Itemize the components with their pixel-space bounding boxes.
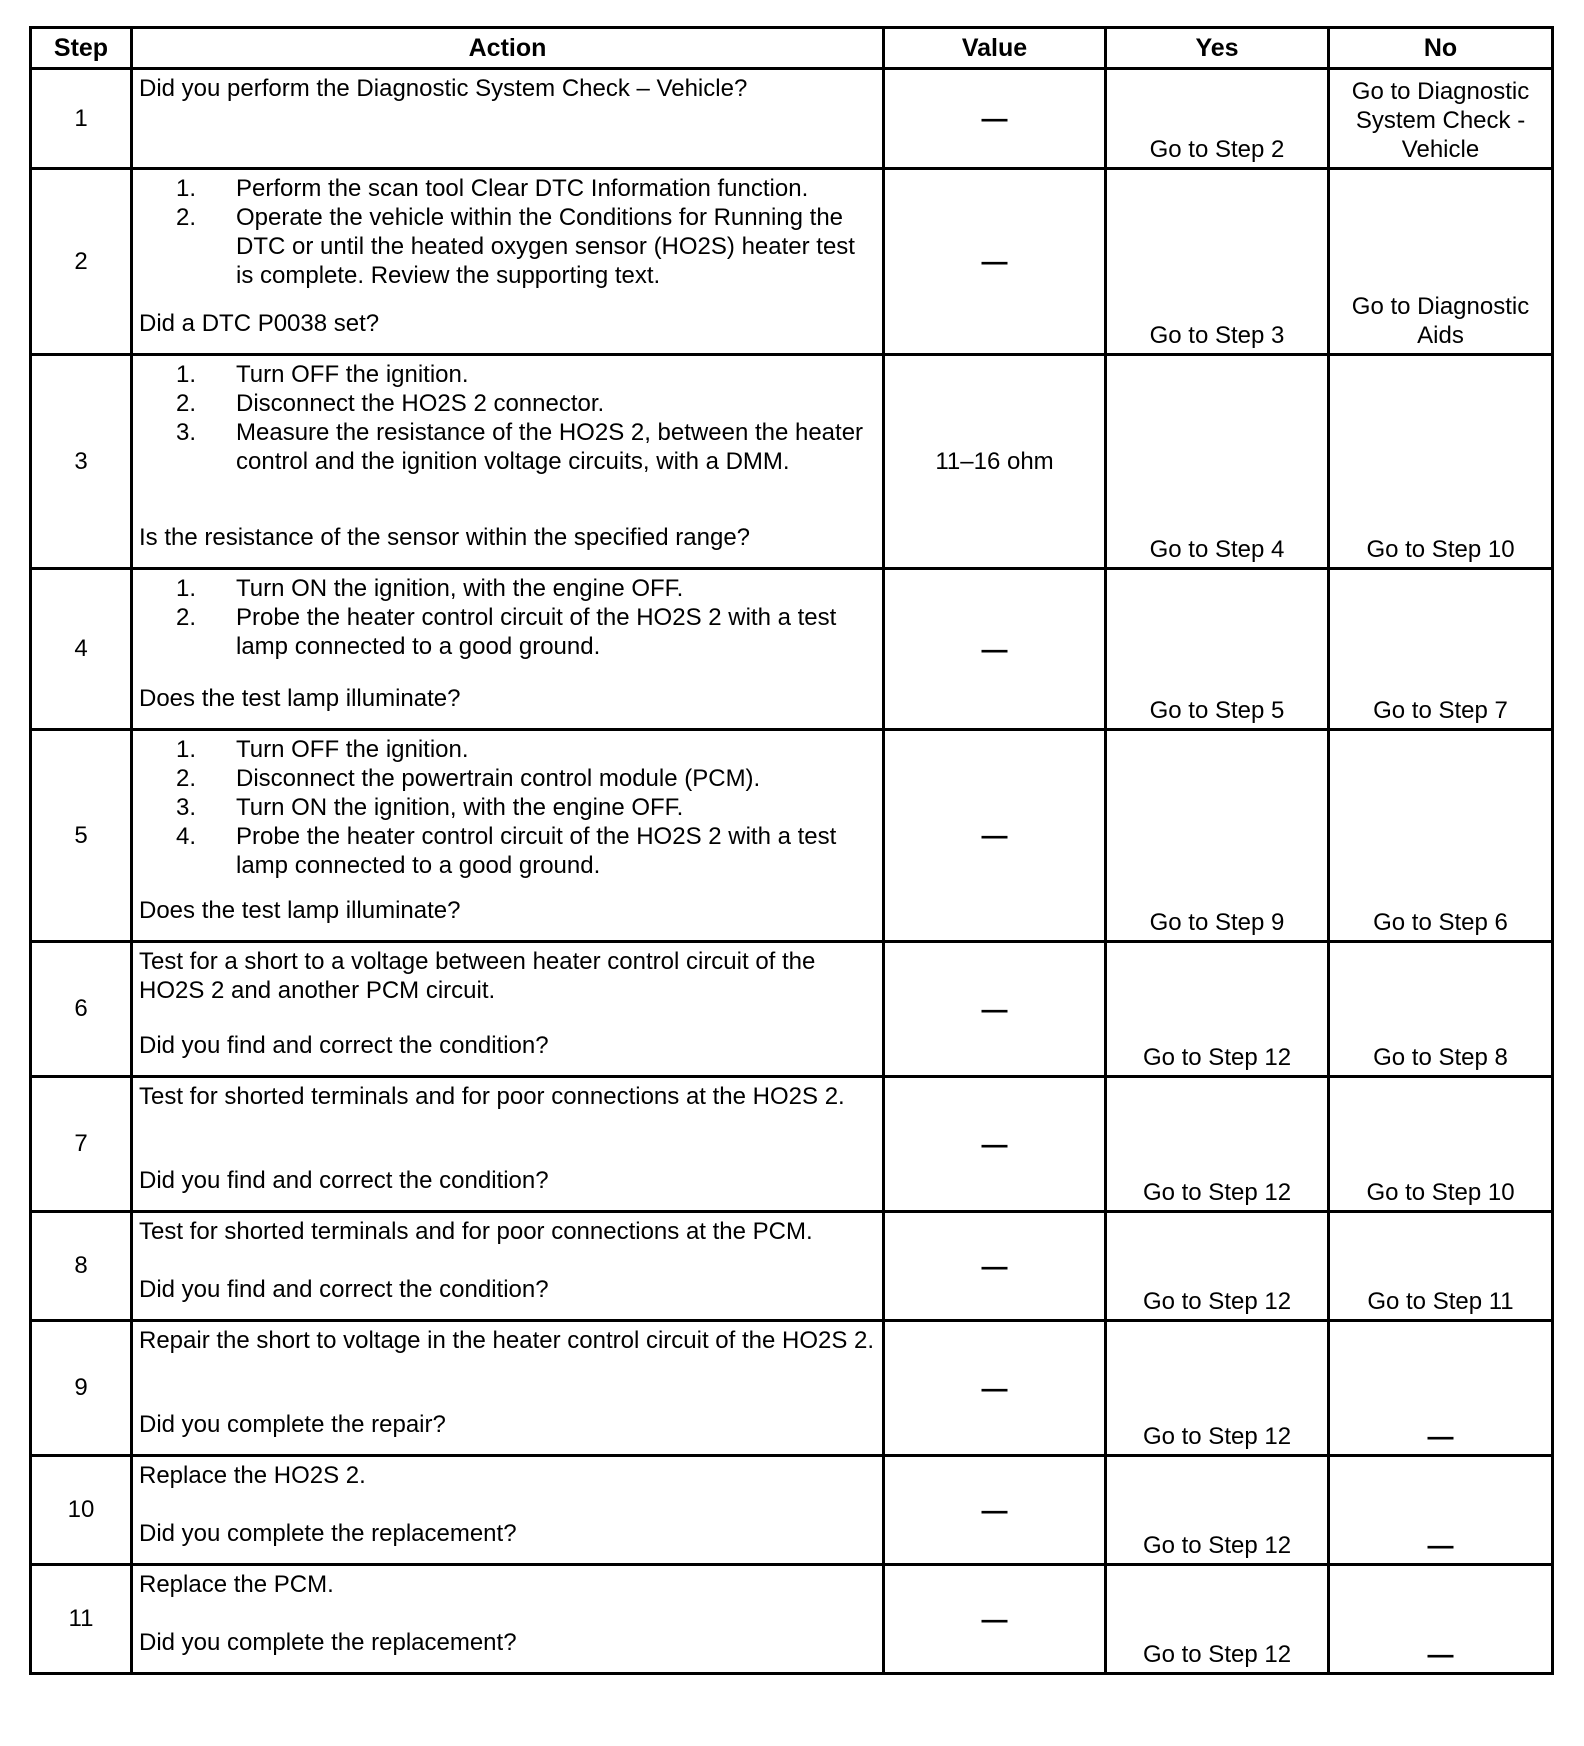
procedure-item <box>139 735 878 764</box>
action-text: Did you perform the Diagnostic System Check – Vehicle? <box>139 75 748 102</box>
procedure-item-number: 1. <box>175 575 196 602</box>
question-text: Did a DTC P0038 set? <box>139 310 380 337</box>
procedure-item-text: Disconnect the powertrain control module (PCM). <box>236 765 761 792</box>
no-cell: Go to Step 7 <box>1329 569 1553 730</box>
value-cell: 11–16 ohm <box>884 355 1106 569</box>
procedure-item <box>139 389 878 418</box>
procedure-item-text: Measure the resistance of the HO2S 2, between the heater control and the ignition voltage circuits, with a DMM. <box>236 419 864 475</box>
action-cell <box>132 69 884 169</box>
no-cell: Go to Step 6 <box>1329 730 1553 942</box>
yes-cell: Go to Step 2 <box>1106 69 1329 169</box>
procedure-list <box>139 735 878 880</box>
no-cell: — <box>1329 1565 1553 1674</box>
no-header: No <box>1329 28 1553 69</box>
value-cell: — <box>884 1456 1106 1565</box>
question-text: Does the test lamp illuminate? <box>139 685 461 712</box>
table-row <box>31 1456 1553 1565</box>
procedure-item <box>139 603 878 661</box>
table-row <box>31 569 1553 730</box>
table-row <box>31 169 1553 355</box>
table-row <box>31 1321 1553 1456</box>
procedure-list <box>139 574 878 661</box>
procedure-item-number: 2. <box>175 604 196 631</box>
action-header: Action <box>132 28 884 69</box>
yes-cell: Go to Step 3 <box>1106 169 1329 355</box>
value-cell: — <box>884 1077 1106 1212</box>
yes-cell: Go to Step 12 <box>1106 1321 1329 1456</box>
step-number: 4 <box>31 569 132 730</box>
action-cell <box>132 730 884 942</box>
step-number: 11 <box>31 1565 132 1674</box>
table-row <box>31 942 1553 1077</box>
yes-cell: Go to Step 12 <box>1106 1212 1329 1321</box>
question-text: Did you find and correct the condition? <box>139 1032 549 1059</box>
table-row <box>31 355 1553 569</box>
table-row <box>31 69 1553 169</box>
question-text: Did you complete the replacement? <box>139 1629 517 1656</box>
procedure-item-text: Turn ON the ignition, with the engine OFF. <box>236 575 684 602</box>
step-number: 2 <box>31 169 132 355</box>
value-cell: — <box>884 69 1106 169</box>
step-number: 5 <box>31 730 132 942</box>
step-number: 3 <box>31 355 132 569</box>
diagnostic-table <box>29 26 1554 1675</box>
yes-cell: Go to Step 12 <box>1106 942 1329 1077</box>
procedure-item-number: 1. <box>175 361 196 388</box>
procedure-item-text: Probe the heater control circuit of the HO2S 2 with a test lamp connected to a good ground. <box>236 604 837 660</box>
action-text: Replace the HO2S 2. <box>139 1462 366 1489</box>
procedure-item-text: Disconnect the HO2S 2 connector. <box>236 390 605 417</box>
procedure-item-number: 4. <box>175 823 196 850</box>
question-text: Does the test lamp illuminate? <box>139 897 461 924</box>
value-cell: — <box>884 1321 1106 1456</box>
step-number: 7 <box>31 1077 132 1212</box>
step-number: 6 <box>31 942 132 1077</box>
no-cell: Go to Diagnostic Aids <box>1329 169 1553 355</box>
procedure-item-number: 3. <box>175 794 196 821</box>
procedure-item-text: Probe the heater control circuit of the HO2S 2 with a test lamp connected to a good ground. <box>236 823 837 879</box>
no-cell: Go to Step 10 <box>1329 1077 1553 1212</box>
question-text: Did you find and correct the condition? <box>139 1167 549 1194</box>
action-cell <box>132 169 884 355</box>
action-text: Test for shorted terminals and for poor connections at the PCM. <box>139 1218 813 1245</box>
procedure-item-number: 1. <box>175 736 196 763</box>
action-cell <box>132 1565 884 1674</box>
procedure-item <box>139 574 878 603</box>
procedure-list <box>139 174 878 290</box>
procedure-item-text: Turn ON the ignition, with the engine OFF. <box>236 794 684 821</box>
action-text: Test for a short to a voltage between heater control circuit of the HO2S 2 and another PCM circuit. <box>139 948 816 1004</box>
step-number: 10 <box>31 1456 132 1565</box>
procedure-list <box>139 360 878 476</box>
question-text: Is the resistance of the sensor within the specified range? <box>139 524 751 551</box>
procedure-item <box>139 360 878 389</box>
yes-cell: Go to Step 5 <box>1106 569 1329 730</box>
procedure-item <box>139 418 878 476</box>
action-cell <box>132 569 884 730</box>
yes-cell: Go to Step 12 <box>1106 1456 1329 1565</box>
value-cell: — <box>884 1212 1106 1321</box>
procedure-item-number: 1. <box>175 175 196 202</box>
procedure-item-number: 2. <box>175 204 196 231</box>
action-text: Test for shorted terminals and for poor connections at the HO2S 2. <box>139 1083 845 1110</box>
value-header: Value <box>884 28 1106 69</box>
action-cell <box>132 1077 884 1212</box>
no-cell: — <box>1329 1456 1553 1565</box>
yes-cell: Go to Step 12 <box>1106 1077 1329 1212</box>
procedure-item <box>139 203 878 290</box>
procedure-item-text: Turn OFF the ignition. <box>236 736 469 763</box>
table-row <box>31 730 1553 942</box>
procedure-item-text: Perform the scan tool Clear DTC Information function. <box>236 175 809 202</box>
no-cell: — <box>1329 1321 1553 1456</box>
yes-header: Yes <box>1106 28 1329 69</box>
question-text: Did you find and correct the condition? <box>139 1276 549 1303</box>
header-row <box>31 28 1553 69</box>
yes-cell: Go to Step 4 <box>1106 355 1329 569</box>
yes-cell: Go to Step 9 <box>1106 730 1329 942</box>
value-cell: — <box>884 730 1106 942</box>
question-text: Did you complete the replacement? <box>139 1520 517 1547</box>
action-text: Replace the PCM. <box>139 1571 334 1598</box>
procedure-item-text: Turn OFF the ignition. <box>236 361 469 388</box>
question-text: Did you complete the repair? <box>139 1411 446 1438</box>
procedure-item <box>139 764 878 793</box>
table-row <box>31 1212 1553 1321</box>
action-cell <box>132 1321 884 1456</box>
no-cell: Go to Diagnostic System Check - Vehicle <box>1329 69 1553 169</box>
procedure-item <box>139 822 878 880</box>
no-cell: Go to Step 10 <box>1329 355 1553 569</box>
table-row <box>31 1565 1553 1674</box>
value-cell: — <box>884 1565 1106 1674</box>
step-number: 8 <box>31 1212 132 1321</box>
table-row <box>31 1077 1553 1212</box>
procedure-item <box>139 174 878 203</box>
action-cell <box>132 1212 884 1321</box>
action-cell <box>132 1456 884 1565</box>
procedure-item-number: 2. <box>175 390 196 417</box>
procedure-item <box>139 793 878 822</box>
action-cell <box>132 355 884 569</box>
action-cell <box>132 942 884 1077</box>
no-cell: Go to Step 11 <box>1329 1212 1553 1321</box>
procedure-item-number: 3. <box>175 419 196 446</box>
step-header: Step <box>31 28 132 69</box>
action-text: Repair the short to voltage in the heater control circuit of the HO2S 2. <box>139 1327 875 1354</box>
procedure-item-text: Operate the vehicle within the Conditions for Running the DTC or until the heated oxygen sensor (HO2S) heater test is complete. Review the supporting text. <box>236 204 855 289</box>
no-cell: Go to Step 8 <box>1329 942 1553 1077</box>
step-number: 9 <box>31 1321 132 1456</box>
procedure-item-number: 2. <box>175 765 196 792</box>
yes-cell: Go to Step 12 <box>1106 1565 1329 1674</box>
value-cell: — <box>884 169 1106 355</box>
step-number: 1 <box>31 69 132 169</box>
value-cell: — <box>884 942 1106 1077</box>
value-cell: — <box>884 569 1106 730</box>
